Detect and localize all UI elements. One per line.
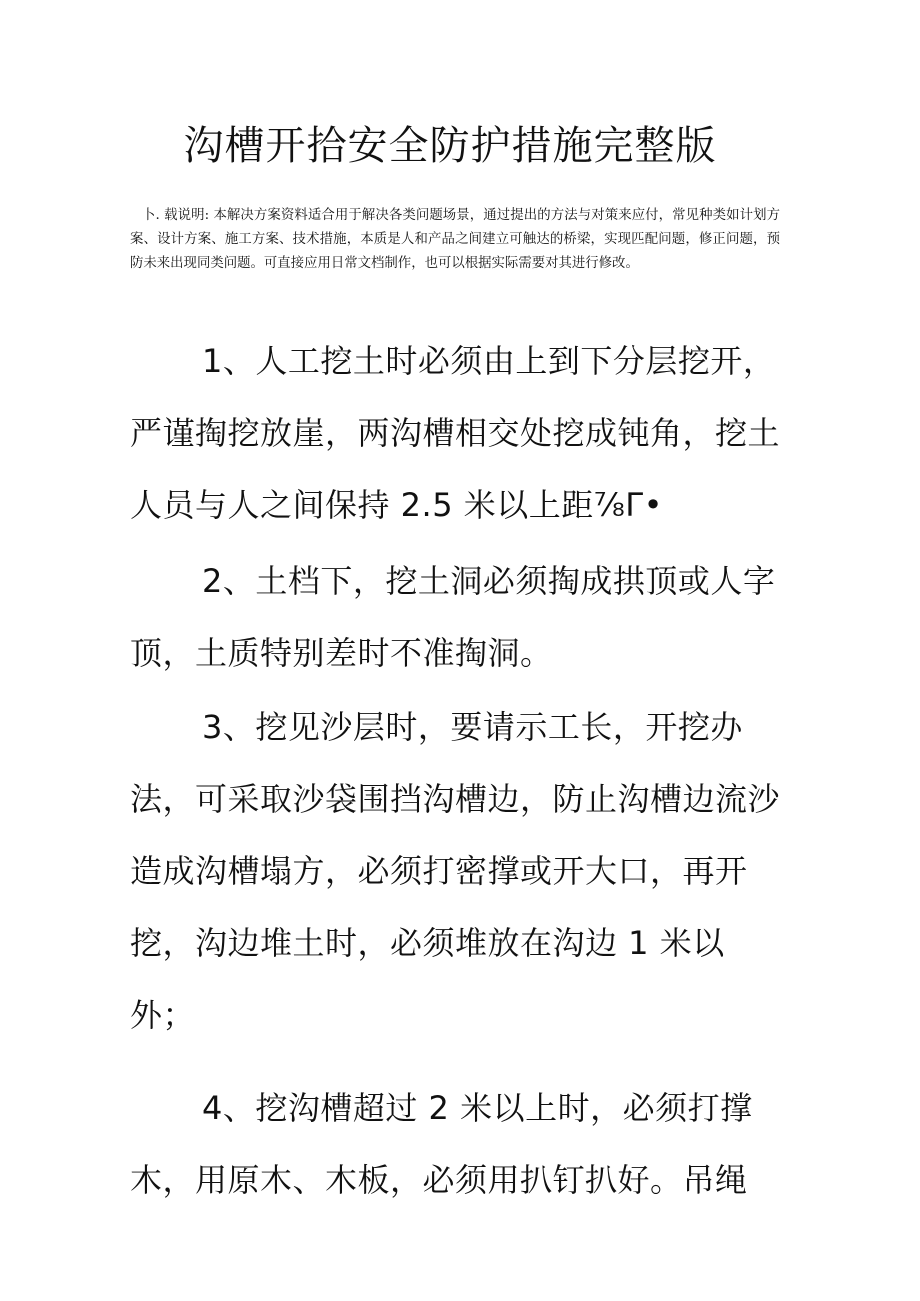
paragraph-1: 1、人工挖土时必须由上到下分层挖开，严谨掏挖放崖，两沟槽相交处挖成钝角，挖土人员与人之间保持 2.5 米以上距⅞Γ• [130, 342, 781, 524]
download-note: 卜. 载说明: 本解决方案资料适合用于解决各类问题场景，通过提出的方法与对策来应付，常见种类如计划方案、设计方案、施工方案、技术措施，本质是人和产品之间建立可触达的桥梁，实现匹配问题，修正问题，预防未来出现同类问题。可直接应用日常文档制作，也可以根据实际需要对其进行修改。 [130, 208, 780, 271]
paragraph-4: 4、挖沟槽超过 2 米以上时，必须打撑木，用原木、木板，必须用扒钉扒好。吊绳 [130, 1089, 753, 1199]
document-title: 沟槽开拾安全防护措施完整版 [183, 123, 717, 169]
paragraph-3: 3、挖见沙层时，要请示工长，开挖办法，可采取沙袋围挡沟槽边，防止沟槽边流沙造成沟槽塌方，必须打密撑或开大口，再开挖，沟边堆土时，必须堆放在沟边 1 米以外； [130, 708, 781, 1034]
paragraph-2: 2、土档下，挖土洞必须掏成拱顶或人字顶，土质特别差时不准掏洞。 [130, 562, 776, 672]
